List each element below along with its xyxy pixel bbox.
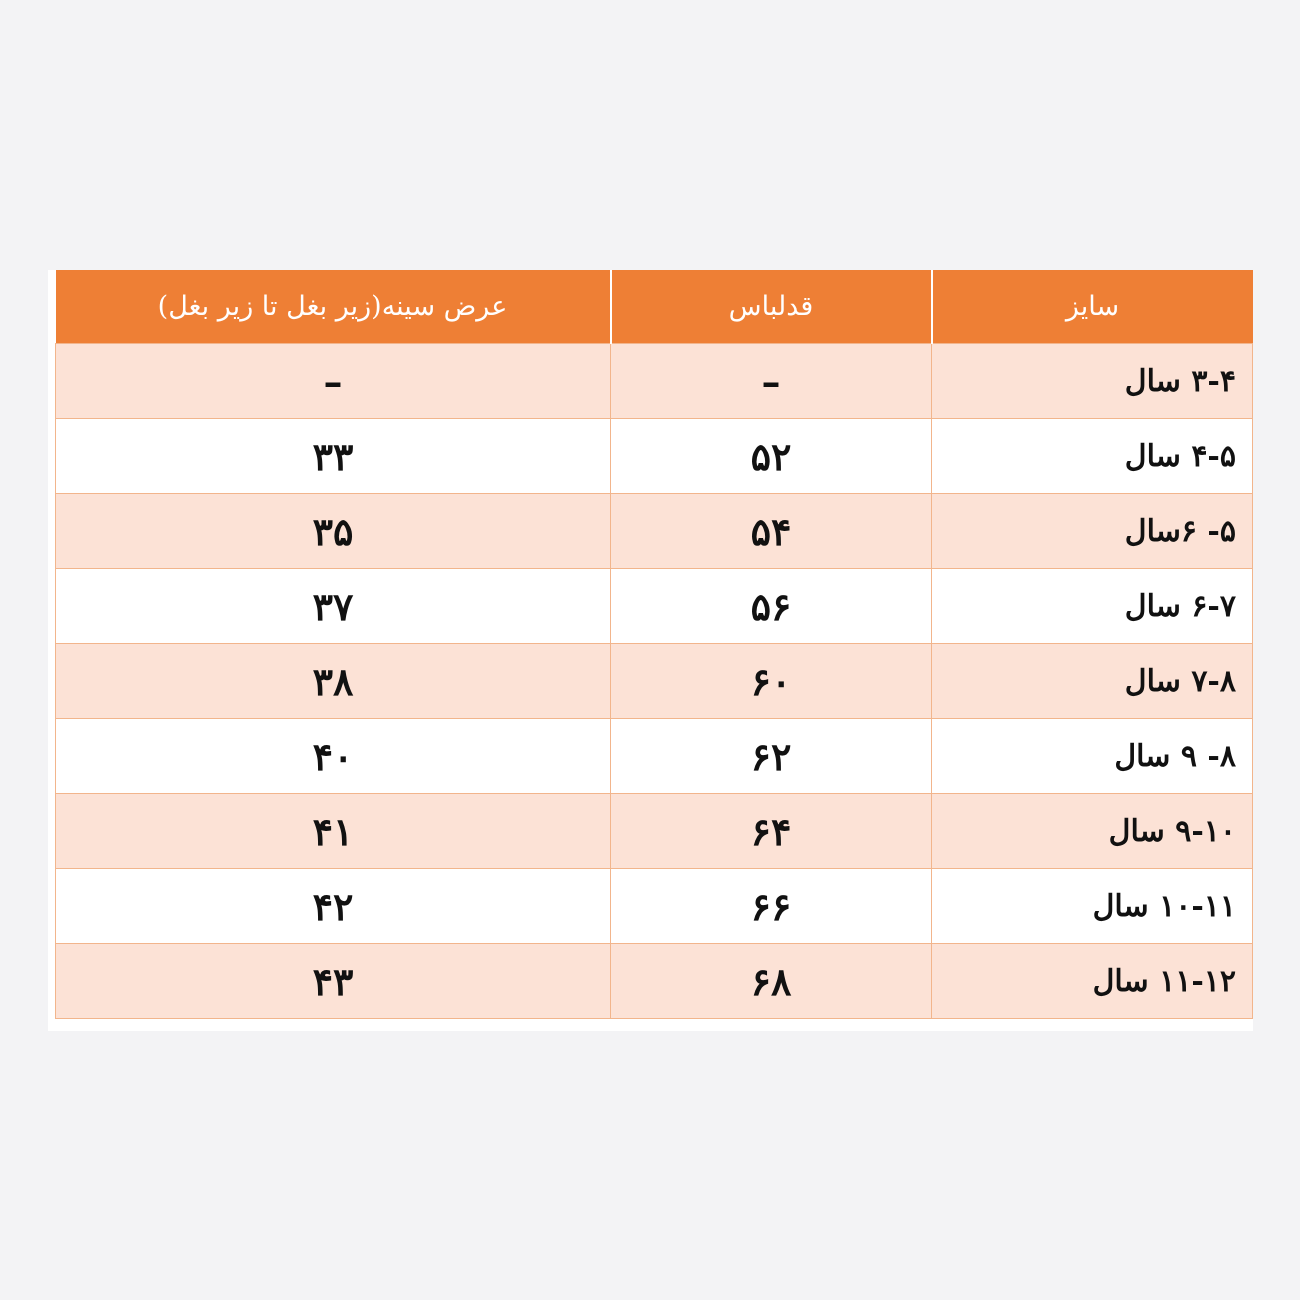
- table-body: [56, 344, 1253, 1019]
- cell-size: ۸- ۹ سال: [932, 719, 1253, 794]
- table-row: [56, 869, 1253, 944]
- cell-chest-width: ۴۳: [56, 944, 611, 1019]
- cell-length: ۶۸: [611, 944, 932, 1019]
- size-chart-table: [55, 270, 1253, 1019]
- header-row: [56, 270, 1253, 344]
- cell-chest-width: ۴۲: [56, 869, 611, 944]
- table-row: [56, 644, 1253, 719]
- cell-length: ۶۴: [611, 794, 932, 869]
- cell-chest-width: ۳۷: [56, 569, 611, 644]
- cell-chest-width: –: [56, 344, 611, 419]
- table-row: [56, 494, 1253, 569]
- cell-size: ۳-۴ سال: [932, 344, 1253, 419]
- cell-size: ۶-۷ سال: [932, 569, 1253, 644]
- cell-length: ۵۲: [611, 419, 932, 494]
- cell-length: ۶۲: [611, 719, 932, 794]
- table-row: [56, 344, 1253, 419]
- cell-chest-width: ۳۳: [56, 419, 611, 494]
- cell-chest-width: ۳۸: [56, 644, 611, 719]
- cell-size: ۱۱-۱۲ سال: [932, 944, 1253, 1019]
- cell-length: –: [611, 344, 932, 419]
- cell-chest-width: ۳۵: [56, 494, 611, 569]
- table-row: [56, 419, 1253, 494]
- cell-size: ۹-۱۰ سال: [932, 794, 1253, 869]
- table-header: [56, 270, 1253, 344]
- table-row: [56, 719, 1253, 794]
- cell-length: ۵۴: [611, 494, 932, 569]
- cell-length: ۵۶: [611, 569, 932, 644]
- cell-size: ۵- ۶سال: [932, 494, 1253, 569]
- cell-chest-width: ۴۱: [56, 794, 611, 869]
- table-row: [56, 794, 1253, 869]
- cell-size: ۱۰-۱۱ سال: [932, 869, 1253, 944]
- table-row: [56, 944, 1253, 1019]
- header-size: سایز: [932, 270, 1253, 344]
- header-length: قدلباس: [611, 270, 932, 344]
- cell-length: ۶۶: [611, 869, 932, 944]
- table-row: [56, 569, 1253, 644]
- header-chest-width: عرض سینه(زیر بغل تا زیر بغل): [56, 270, 611, 344]
- cell-size: ۷-۸ سال: [932, 644, 1253, 719]
- cell-size: ۴-۵ سال: [932, 419, 1253, 494]
- cell-length: ۶۰: [611, 644, 932, 719]
- cell-chest-width: ۴۰: [56, 719, 611, 794]
